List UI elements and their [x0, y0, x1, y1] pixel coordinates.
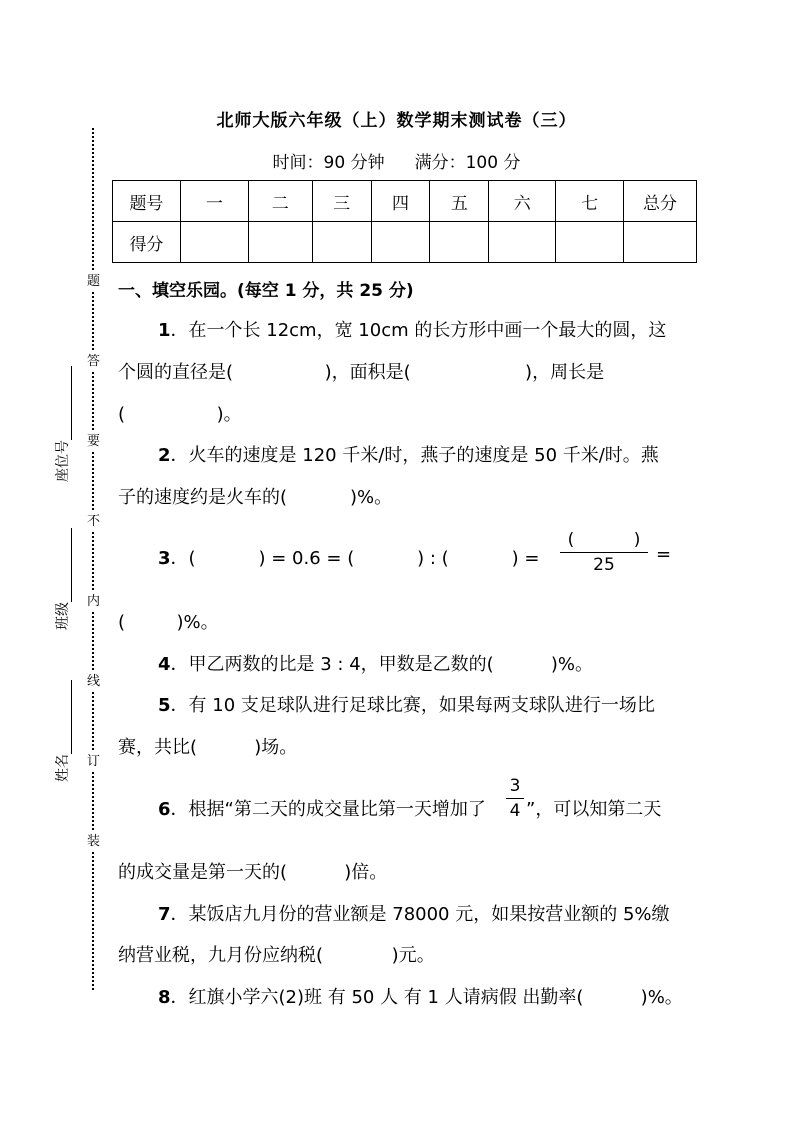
question-1-line-2: 个圆的直径是( )，面积是( )，周长是: [118, 362, 605, 383]
score-table-header-row: [113, 181, 697, 222]
section-heading: 一、填空乐园。(每空 1 分，共 25 分): [118, 281, 414, 301]
score-table-header-cell: 题号: [113, 181, 181, 222]
score-table-header-cell: 一: [180, 181, 248, 222]
question-2-line-2: 子的速度约是火车的( )%。: [118, 487, 393, 508]
binding-char: 不: [87, 514, 101, 529]
score-table-header-cell: 五: [430, 181, 489, 222]
question-6-line-1: 6．根据“第二天的成交量比第一天增加了: [158, 799, 486, 820]
class-label: 班级: [52, 528, 72, 630]
binding-dotted-line: [92, 128, 94, 990]
fraction-bar: [506, 798, 524, 799]
score-cell[interactable]: [180, 222, 248, 263]
class-blank[interactable]: [61, 528, 72, 602]
seat-number-label: 座位号: [52, 366, 72, 482]
exam-time: 时间：90 分钟: [272, 153, 385, 173]
score-cell[interactable]: [312, 222, 371, 263]
question-3-line-2: ( )%。: [118, 612, 219, 633]
seat-number-blank[interactable]: [61, 366, 72, 440]
score-cell[interactable]: [248, 222, 312, 263]
score-table: [112, 180, 697, 263]
fraction-denominator: 4: [509, 801, 521, 821]
score-table-header-cell: 二: [248, 181, 312, 222]
question-1-line-3: ( )。: [118, 404, 242, 425]
fraction-bar: [560, 552, 648, 553]
question-4-line-1: 4．甲乙两数的比是 3 : 4，甲数是乙数的( )%。: [158, 654, 594, 675]
score-cell[interactable]: [430, 222, 489, 263]
score-table-score-row: [113, 222, 697, 263]
question-5-line-2: 赛，共比( )场。: [118, 737, 298, 758]
score-cell[interactable]: [489, 222, 556, 263]
score-table-header-cell: 四: [371, 181, 430, 222]
binding-char: 线: [87, 674, 101, 689]
question-3-equals: =: [656, 544, 672, 565]
binding-char: 订: [87, 754, 101, 769]
binding-char: 要: [87, 434, 101, 449]
score-table-header-cell: 六: [489, 181, 556, 222]
name-label: 姓名: [52, 680, 72, 782]
fraction-numerator: 3: [509, 776, 521, 796]
score-cell[interactable]: [624, 222, 697, 263]
binding-char: 装: [87, 834, 101, 849]
question-7-line-1: 7．某饭店九月份的营业额是 78000 元，如果按营业额的 5%缴: [158, 904, 670, 925]
binding-char: 答: [87, 354, 101, 369]
binding-char: 内: [87, 594, 101, 609]
exam-full-score: 满分：100 分: [414, 153, 521, 173]
name-blank[interactable]: [61, 680, 72, 754]
question-8-line-1: 8．红旗小学六(2)班 有 50 人 有 1 人请病假 出勤率( )%。: [158, 987, 683, 1008]
score-table-header-cell: 总分: [624, 181, 697, 222]
question-3-line-1: 3．( ) = 0.6 = ( ) : ( ) =: [158, 548, 540, 569]
exam-title: 北师大版六年级（上）数学期末测试卷（三）: [216, 111, 577, 131]
fraction-numerator: ( ): [567, 530, 641, 550]
question-2-line-1: 2．火车的速度是 120 千米/时，燕子的速度是 50 千米/时。燕: [158, 445, 659, 466]
score-row-label: 得分: [113, 222, 181, 263]
exam-info: [0, 148, 793, 173]
question-6-line-2: 的成交量是第一天的( )倍。: [118, 862, 388, 883]
score-table-header-cell: 三: [312, 181, 371, 222]
binding-char: 题: [87, 274, 101, 289]
question-5-line-1: 5．有 10 支足球队进行足球比赛，如果每两支球队进行一场比: [158, 695, 655, 716]
question-7-line-2: 纳营业税，九月份应纳税( )元。: [118, 945, 435, 966]
question-6-fraction: [506, 776, 524, 821]
fraction-denominator: 25: [593, 555, 615, 575]
question-1-line-1: 1．在一个长 12cm，宽 10cm 的长方形中画一个最大的圆，这: [158, 320, 667, 341]
score-table-header-cell: 七: [556, 181, 624, 222]
score-cell[interactable]: [556, 222, 624, 263]
question-3-fraction: [560, 530, 648, 575]
score-cell[interactable]: [371, 222, 430, 263]
question-6-line-1-end: ”，可以知第二天: [526, 799, 662, 820]
